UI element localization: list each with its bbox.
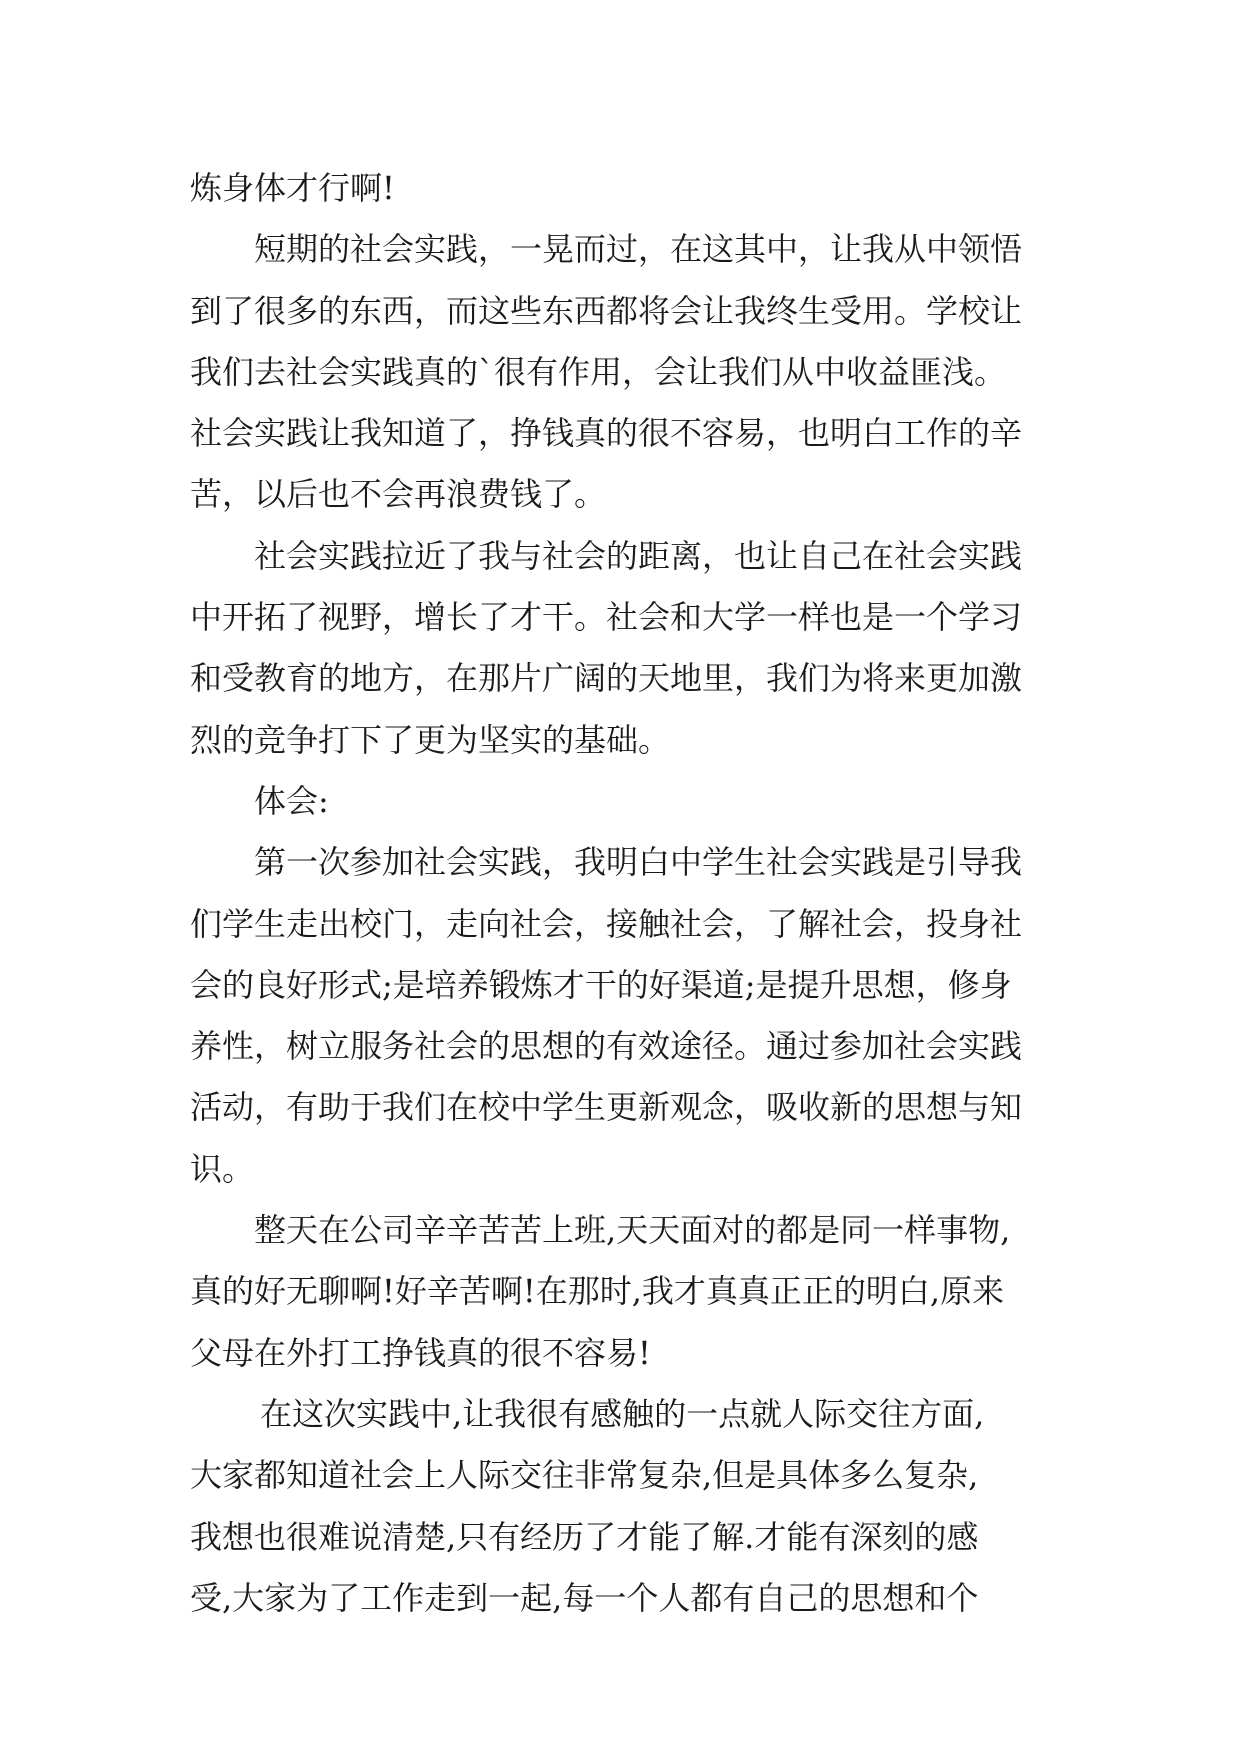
text-line: 大家都知道社会上人际交往非常复杂,但是具体多么复杂, (190, 1456, 979, 1495)
text-line: 苦，以后也不会再浪费钱了。 (190, 475, 607, 514)
body-text (190, 158, 1050, 1629)
text-line: 活动，有助于我们在校中学生更新观念，吸收新的思想与知 (190, 1088, 1023, 1127)
text-line: 社会实践让我知道了，挣钱真的很不容易，也明白工作的辛 (190, 414, 1023, 453)
text-line: 烈的竞争打下了更为坚实的基础。 (190, 720, 671, 759)
text-line: 炼身体才行啊! (190, 169, 395, 207)
text-line: 养性，树立服务社会的思想的有效途径。通过参加社会实践 (190, 1027, 1023, 1066)
text-line: 我想也很难说清楚,只有经历了才能了解.才能有深刻的感 (190, 1517, 979, 1556)
section-heading: 体会: (254, 781, 329, 820)
text-line: 和受教育的地方，在那片广阔的天地里，我们为将来更加激 (190, 659, 1023, 698)
paragraph-first-line: 短期的社会实践，一晃而过，在这其中，让我从中领悟 (254, 230, 1023, 269)
text-line: 识。 (190, 1149, 255, 1188)
paragraph-first-line: 整天在公司辛辛苦苦上班,天天面对的都是同一样事物, (254, 1211, 1011, 1250)
paragraph-first-line: 第一次参加社会实践，我明白中学生社会实践是引导我 (254, 843, 1023, 882)
text-line: 们学生走出校门，走向社会，接触社会，了解社会，投身社 (190, 904, 1023, 943)
text-line: 父母在外打工挣钱真的很不容易! (190, 1333, 651, 1372)
text-line: 受,大家为了工作走到一起,每一个人都有自己的思想和个 (190, 1578, 979, 1617)
text-line: 我们去社会实践真的`很有作用，会让我们从中收益匪浅。 (190, 352, 1007, 391)
text-line: 真的好无聊啊!好辛苦啊!在那时,我才真真正正的明白,原来 (190, 1272, 1005, 1311)
paragraph-first-line: 社会实践拉近了我与社会的距离，也让自己在社会实践 (254, 536, 1023, 575)
text-line: 会的良好形式;是培养锻炼才干的好渠道;是提升思想，修身 (190, 965, 1012, 1004)
paragraph-first-line: 在这次实践中,让我很有感触的一点就人际交往方面, (260, 1394, 985, 1433)
text-line: 中开拓了视野，增长了才干。社会和大学一样也是一个学习 (190, 598, 1023, 637)
text-line: 到了很多的东西，而这些东西都将会让我终生受用。学校让 (190, 291, 1023, 330)
